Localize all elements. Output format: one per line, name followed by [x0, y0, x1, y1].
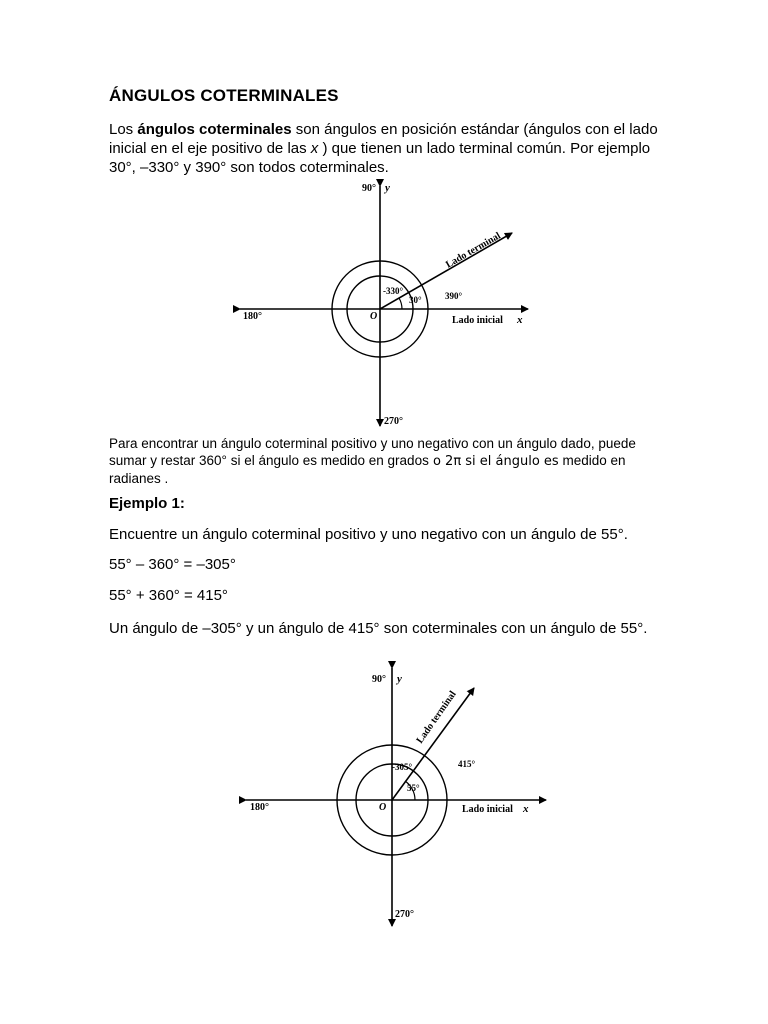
label-90: 90°	[372, 674, 386, 685]
label-180: 180°	[243, 311, 262, 322]
small-angle-arc	[399, 298, 402, 309]
example-heading: Ejemplo 1:	[109, 495, 185, 512]
label-lado-inicial: Lado inicial	[452, 315, 503, 326]
example-prompt: Encuentre un ángulo coterminal positivo y uno negativo con un ángulo de 55°.	[109, 526, 628, 543]
intro-text-post: son ángulos en posición estándar (ángulos con el lado inicial en el eje positivo de las	[109, 121, 658, 157]
label-y: y	[397, 673, 402, 685]
label-angle-390: 390°	[445, 291, 463, 301]
label-lado-terminal: Lado terminal	[444, 230, 503, 271]
label-origin: O	[370, 311, 378, 322]
label-angle-30: 30°	[409, 295, 422, 305]
label-270: 270°	[395, 909, 414, 920]
terminal-side-ray	[392, 688, 474, 800]
equation-add: 55° + 360° = 415°	[109, 587, 228, 604]
label-lado-terminal: Lado terminal	[414, 689, 459, 746]
diagram-coterminal-30	[0, 178, 768, 430]
label-lado-inicial: Lado inicial	[462, 804, 513, 815]
instructions-text-end: medido en radianes .	[109, 453, 626, 486]
label-x: x	[517, 314, 523, 326]
equation-subtract: 55° – 360° = –305°	[109, 556, 236, 573]
label-origin: O	[379, 802, 387, 813]
instructions-paragraph	[109, 435, 649, 487]
label-angle-55: 55°	[407, 783, 420, 793]
label-angle-neg330: -330°	[383, 286, 404, 296]
label-y: y	[385, 182, 390, 194]
label-180: 180°	[250, 802, 269, 813]
label-90: 90°	[362, 183, 376, 194]
page-title: ÁNGULOS COTERMINALES	[109, 86, 339, 105]
label-angle-neg305: -305°	[392, 762, 413, 772]
intro-variable: x	[310, 140, 319, 157]
intro-text-end: ) que tienen un lado terminal común. Por ejemplo 30°, –330° y 390° son todos coterminales.	[109, 140, 651, 176]
intro-term: ángulos coterminales	[137, 121, 292, 138]
label-angle-415: 415°	[458, 759, 476, 769]
instructions-radians: o 2π si el ángulo es	[428, 454, 559, 469]
label-x: x	[523, 803, 529, 815]
diagram-coterminal-55	[0, 660, 768, 930]
example-conclusion: Un ángulo de –305° y un ángulo de 415° son coterminales con un ángulo de 55°.	[109, 620, 648, 637]
intro-text-pre: Los	[109, 121, 138, 138]
intro-paragraph	[109, 120, 669, 177]
label-270: 270°	[384, 416, 403, 427]
instructions-text: Para encontrar un ángulo coterminal positivo y uno negativo con un ángulo dado, puede sumar y restar 360° si el ángulo es medido en grados	[109, 436, 636, 468]
